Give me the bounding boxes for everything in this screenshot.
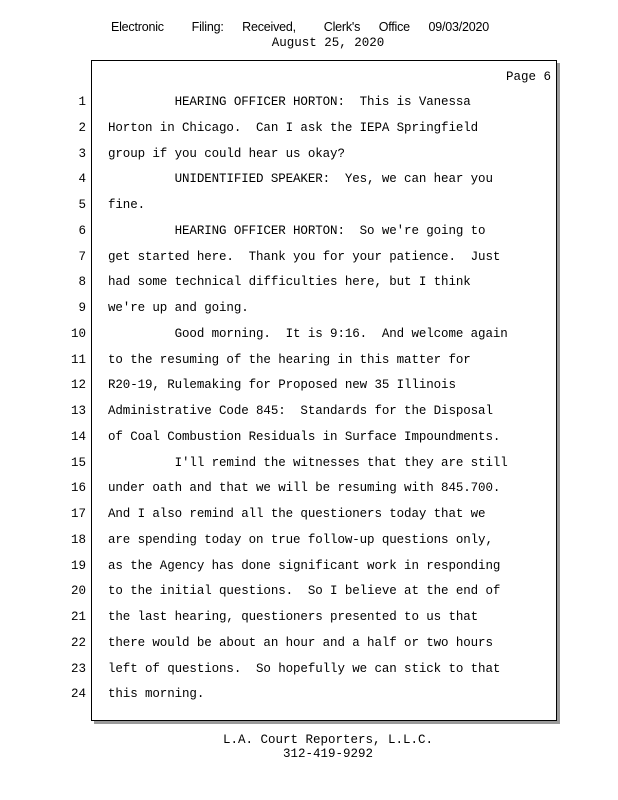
line-number: 2 [78, 120, 86, 135]
transcript-line: fine. [108, 198, 146, 212]
reporter-company: L.A. Court Reporters, L.L.C. [222, 733, 434, 747]
line-number: 10 [70, 326, 86, 341]
transcript-line: HEARING OFFICER HORTON: So we're going to [108, 223, 486, 238]
line-number: 7 [78, 249, 86, 264]
line-number: 4 [78, 172, 86, 187]
page-number: Page 6 [505, 70, 551, 84]
transcript-line: this morning. [108, 687, 205, 702]
line-number: 9 [78, 301, 86, 315]
transcript-line: are spending today on true follow-up questions only, [108, 532, 493, 547]
line-number: 13 [70, 404, 86, 418]
line-number: 3 [78, 146, 86, 161]
line-number: 15 [70, 455, 86, 470]
transcript-line: R20-19, Rulemaking for Proposed new 35 Illinois [108, 378, 456, 393]
transcript-line: Horton in Chicago. Can I ask the IEPA Springfield [108, 120, 479, 135]
line-number: 1 [78, 95, 86, 109]
transcript-line: Administrative Code 845: Standards for the Disposal [108, 404, 493, 418]
transcript-line: UNIDENTIFIED SPEAKER: Yes, we can hear you [108, 172, 493, 187]
line-number: 12 [70, 378, 86, 393]
transcript-line: HEARING OFFICER HORTON: This is Vanessa [108, 95, 471, 109]
line-number: 18 [70, 532, 86, 547]
line-number: 6 [78, 223, 86, 238]
transcript-line: And I also remind all the questioners today that we [108, 507, 486, 521]
transcript-line: Good morning. It is 9:16. And welcome again [108, 326, 508, 341]
transcript-line: the last hearing, questioners presented to us that [108, 610, 479, 624]
transcript-line: I'll remind the witnesses that they are still [108, 455, 508, 470]
reporter-phone: 312-419-9292 [282, 747, 373, 761]
line-number: 17 [70, 507, 86, 521]
transcript-line: there would be about an hour and a half or two hours [108, 635, 493, 650]
line-number: 5 [78, 198, 86, 212]
transcript-line: group if you could hear us okay? [108, 146, 345, 161]
transcript-line: we're up and going. [108, 301, 249, 315]
transcript-line: of Coal Combustion Residuals in Surface Impoundments. [108, 429, 501, 444]
line-number: 11 [70, 352, 86, 367]
transcript-line: get started here. Thank you for your patience. Just [108, 249, 501, 264]
line-number: 22 [70, 635, 86, 650]
line-number: 16 [70, 481, 86, 496]
line-number: 19 [70, 558, 86, 573]
line-number: 21 [70, 610, 86, 624]
transcript-line: to the initial questions. So I believe at the end of [108, 584, 501, 599]
filing-stamp: Electronic Filing: Received, Clerk's Office 09/03/2020 [110, 20, 490, 34]
transcript-date: August 25, 2020 [271, 36, 385, 50]
transcript-line: left of questions. So hopefully we can stick to that [108, 661, 501, 676]
line-number: 8 [78, 275, 86, 290]
line-number: 23 [70, 661, 86, 676]
transcript-line: under oath and that we will be resuming with 845.700. [108, 481, 501, 496]
reporter-footer [0, 733, 618, 761]
line-number: 24 [70, 687, 86, 702]
line-number: 14 [70, 429, 86, 444]
transcript-line: had some technical difficulties here, but I think [108, 275, 471, 290]
transcript-line: to the resuming of the hearing in this matter for [108, 352, 471, 367]
transcript-line: as the Agency has done significant work in responding [108, 558, 501, 573]
line-number: 20 [70, 584, 86, 599]
